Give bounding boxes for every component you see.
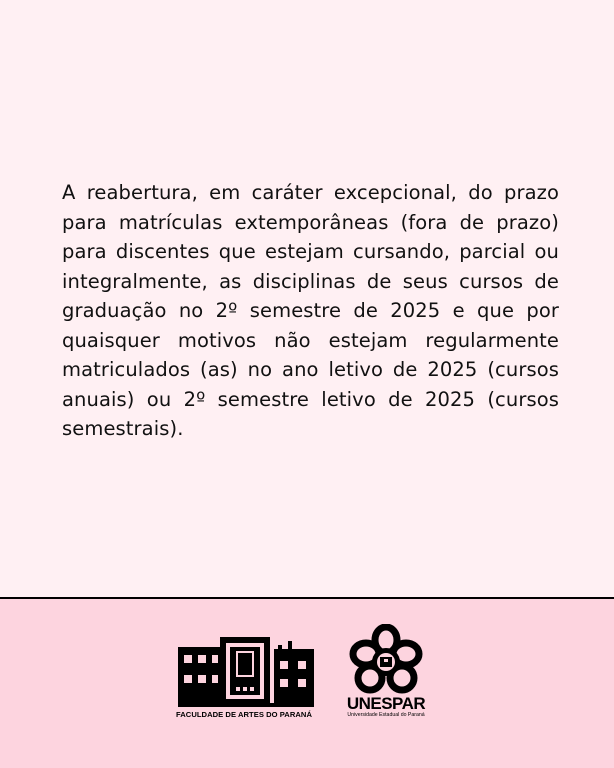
unespar-subtitle: Universidade Estadual do Paraná — [347, 712, 425, 718]
unespar-name: UNESPAR — [346, 694, 426, 713]
fap-caption: FACULDADE DE ARTES DO PARANÁ — [176, 710, 312, 719]
unespar-emblem-icon — [346, 624, 426, 698]
announcement-text: A reabertura, em caráter excepcional, do prazo para matrículas extemporâneas (fora de prazo) para discentes que estejam cursando, parcial ou integralmente, as disciplinas de seus cursos de graduação no 2º semestre de 2025 e que por quaisquer motivos não estejam regularmente matriculados (as) no ano letivo de 2025 (cursos anuais) ou 2º semestre letivo de 2025 (cursos semestrais). — [62, 181, 559, 440]
